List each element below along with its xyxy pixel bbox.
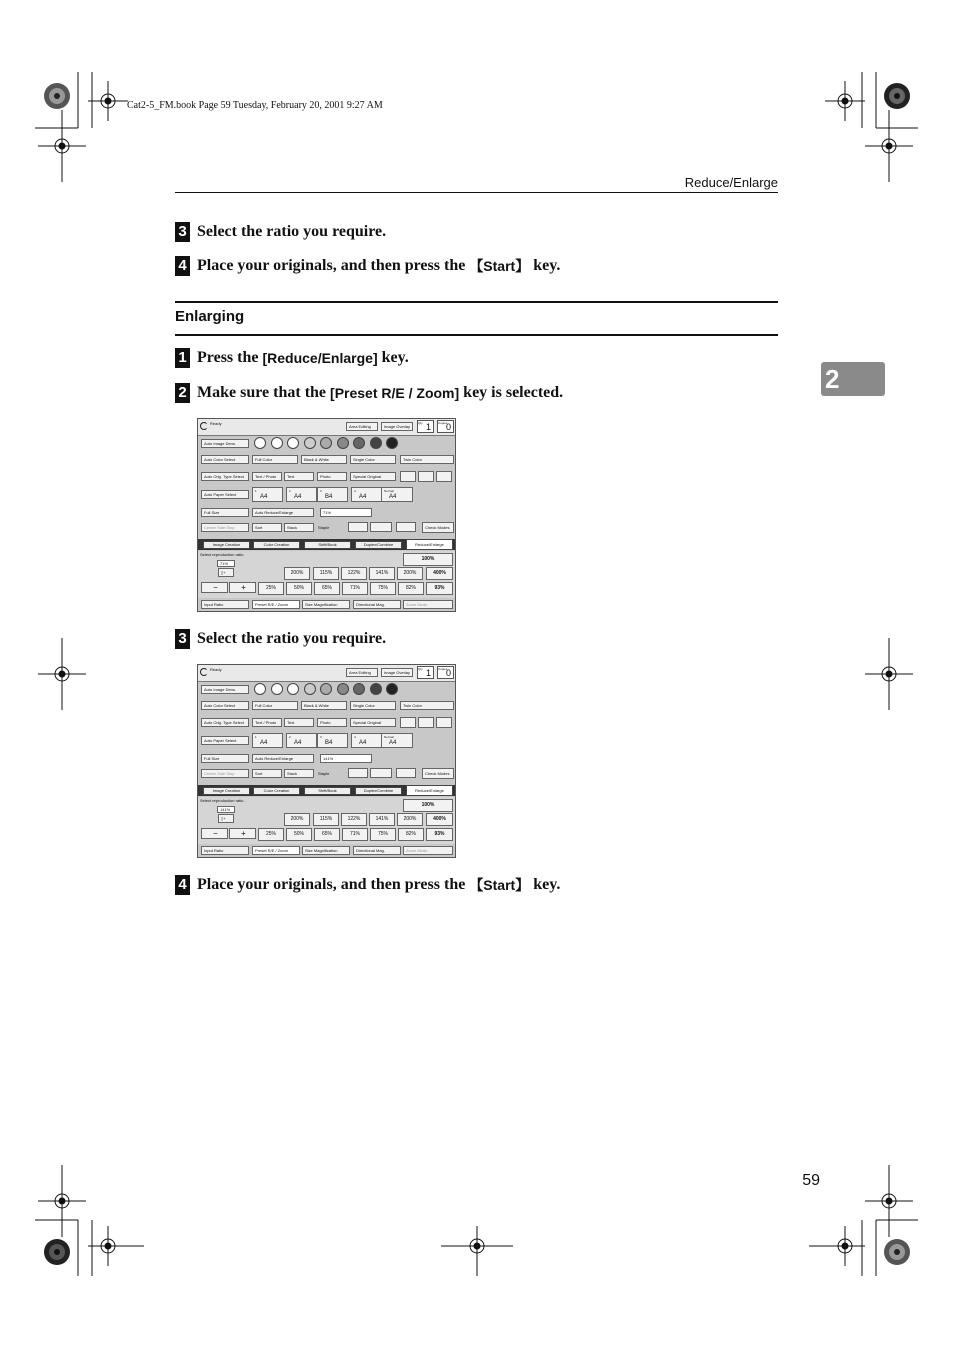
auto-paper-select-button[interactable]: Auto Paper Select [201, 490, 249, 499]
sort-button[interactable]: Sort [252, 769, 282, 778]
tray-size: A4 [260, 494, 268, 500]
file-info-line: Cat2-5_FM.book Page 59 Tuesday, February 20, 2001 9:27 AM [127, 100, 383, 111]
tray-size: A4 [359, 740, 367, 746]
ratio-enlarge-3[interactable]: 200% [397, 813, 423, 826]
color-mode-3[interactable]: Single Color [350, 455, 396, 464]
step-number: 4 [175, 875, 190, 895]
zoom-mode-tab-3[interactable]: Directional Mag. [353, 600, 401, 609]
start-key-label: 【Start】 [469, 877, 530, 893]
ratio-enlarge-0[interactable]: 115% [313, 813, 339, 826]
copies-value: 0 [445, 422, 451, 432]
original-type-0[interactable]: Auto Orig. Type Select [201, 472, 249, 481]
auto-image-density-button[interactable]: Auto Image Dens. [201, 685, 249, 694]
tray-number: Normal [384, 735, 394, 739]
original-type-3[interactable]: Photo [317, 718, 347, 727]
screen-status-bar [198, 665, 455, 682]
ratio-25-button[interactable]: 25% [258, 828, 284, 841]
ratio-reduce-2[interactable]: 71% [342, 582, 368, 595]
step-number: 4 [175, 256, 190, 276]
ratio-enlarge-1[interactable]: 122% [341, 813, 367, 826]
function-tab-4[interactable]: Reduce/Enlarge [406, 539, 453, 550]
screen-status-bar [198, 419, 455, 436]
step-text-pre: Place your originals, and then press the [197, 876, 470, 893]
function-tab-2[interactable]: Shift/Book [304, 787, 351, 795]
plus-button[interactable]: + [229, 582, 256, 593]
ready-status: Ready [210, 421, 222, 426]
density-level-4[interactable] [304, 683, 316, 695]
copies-value: 0 [445, 668, 451, 678]
ratio-reduce-4[interactable]: 82% [398, 828, 424, 841]
ratio-reduce-0[interactable]: 50% [286, 828, 312, 841]
color-mode-4[interactable]: Twin Color [400, 701, 454, 710]
tray-size: A4 [389, 494, 397, 500]
orientation-icon-0[interactable] [400, 717, 416, 728]
paper-tray-1[interactable] [252, 733, 283, 748]
ratio-enlarge-1[interactable]: 122% [341, 567, 367, 580]
ratio-reduce-3[interactable]: 75% [370, 828, 396, 841]
density-level-5[interactable] [320, 683, 332, 695]
header-rule [175, 192, 778, 193]
minus-button[interactable]: − [201, 828, 228, 839]
ready-icon [200, 422, 208, 430]
tray-size: A4 [294, 494, 302, 500]
tray-size: B4 [325, 494, 333, 500]
select-ratio-prompt: Select reproduction ratio. [200, 798, 245, 803]
zoom-mode-tab-2[interactable]: Size Magnification [302, 600, 350, 609]
check-modes-button[interactable]: Check Modes [422, 522, 454, 533]
ratio-reduce-3[interactable]: 75% [370, 582, 396, 595]
ratio-enlarge-2[interactable]: 141% [369, 567, 395, 580]
qty-counter [417, 666, 434, 679]
density-level-2[interactable] [271, 437, 283, 449]
density-level-4[interactable] [304, 437, 316, 449]
step-select-ratio-2 [175, 629, 386, 649]
ratio-enlarge-3[interactable]: 200% [397, 567, 423, 580]
step-text-post: key. [377, 349, 409, 366]
paper-tray-3[interactable] [317, 487, 348, 502]
qty-label: Qty [418, 421, 423, 425]
qty-value: 1 [425, 668, 431, 678]
page-number: 59 [802, 1172, 820, 1189]
auto-paper-select-button[interactable]: Auto Paper Select [201, 736, 249, 745]
step-number: 3 [175, 629, 190, 649]
original-type-2[interactable]: Text [284, 472, 314, 481]
ratio-reduce-2[interactable]: 71% [342, 828, 368, 841]
section-rule-bottom [175, 334, 778, 336]
ratio-93-button[interactable]: 93% [426, 582, 453, 595]
ratio-reduce-1[interactable]: 65% [314, 582, 340, 595]
tray-size: A4 [389, 740, 397, 746]
staple-label: Staple [318, 771, 330, 776]
stack-button[interactable]: Stack [284, 523, 314, 532]
ratio-reduce-4[interactable]: 82% [398, 582, 424, 595]
area-editing-button[interactable]: Area Editing [346, 668, 378, 677]
density-level-9[interactable] [386, 683, 398, 695]
copier-screen-1 [197, 418, 456, 612]
step-text-post: key is selected. [459, 384, 564, 401]
center-side-stop-button[interactable]: Center Side Stop [201, 523, 249, 532]
staple-position-0[interactable] [348, 768, 368, 778]
copies-label: Copies [438, 421, 448, 425]
full-size-button[interactable]: Full Size [201, 508, 249, 517]
density-level-3[interactable] [287, 437, 299, 449]
preset-zoom-key-label: [Preset R/E / Zoom] [330, 385, 460, 401]
orientation-icon-1[interactable] [418, 717, 434, 728]
tray-number: Normal [384, 489, 394, 493]
density-level-5[interactable] [320, 437, 332, 449]
tray-number: 2 [289, 489, 291, 493]
ratio-display: 71% [320, 508, 372, 517]
staple-position-1[interactable] [370, 522, 392, 532]
step-text: Select the ratio you require. [197, 223, 387, 240]
ratio-enlarge-0[interactable]: 115% [313, 567, 339, 580]
density-level-1[interactable] [254, 683, 266, 695]
auto-reduce-enlarge-button[interactable]: Auto Reduce/Enlarge [252, 754, 314, 763]
original-type-4[interactable]: Special Original [350, 472, 396, 481]
step-select-ratio-1 [175, 222, 386, 242]
ratio-entry-toggle[interactable]: ▯+ [218, 814, 234, 823]
zoom-mode-tab-0[interactable]: Input Ratio [201, 600, 249, 609]
sort-button[interactable]: Sort [252, 523, 282, 532]
ready-icon [200, 668, 208, 676]
image-overlay-button[interactable]: Image Overlay [381, 422, 413, 431]
color-mode-0[interactable]: Auto Color Select [201, 701, 249, 710]
tray-size: A4 [260, 740, 268, 746]
ratio-entry-toggle[interactable]: ▯+ [218, 568, 234, 577]
original-type-1[interactable]: Text / Photo [252, 718, 282, 727]
color-mode-3[interactable]: Single Color [350, 701, 396, 710]
zoom-mode-tab-1[interactable]: Preset R/E / Zoom [252, 600, 300, 609]
color-mode-1[interactable]: Full Color [252, 455, 298, 464]
step-number: 3 [175, 222, 190, 242]
orientation-icon-2[interactable] [436, 717, 452, 728]
density-level-7[interactable] [353, 437, 365, 449]
check-modes-button[interactable]: Check Modes [422, 768, 454, 779]
select-ratio-prompt: Select reproduction ratio. [200, 552, 245, 557]
step-text: Select the ratio you require. [197, 630, 387, 647]
ready-status: Ready [210, 667, 222, 672]
tray-size: A4 [359, 494, 367, 500]
density-level-6[interactable] [337, 437, 349, 449]
color-mode-2[interactable]: Black & White [301, 701, 347, 710]
color-mode-1[interactable]: Full Color [252, 701, 298, 710]
ratio-200-button[interactable]: 200% [284, 813, 310, 826]
step-text-pre: Make sure that the [197, 384, 331, 401]
density-level-8[interactable] [370, 683, 382, 695]
function-tab-2[interactable]: Shift/Book [304, 541, 351, 549]
original-type-1[interactable]: Text / Photo [252, 472, 282, 481]
zoom-mode-tab-4[interactable]: Zoom Mode [403, 846, 453, 855]
step-press-reduce-enlarge [175, 348, 409, 368]
zoom-mode-tab-2[interactable]: Size Magnification [302, 846, 350, 855]
ratio-reduce-0[interactable]: 50% [286, 582, 312, 595]
start-key-label: 【Start】 [469, 258, 530, 274]
paper-tray-4[interactable] [351, 487, 382, 502]
qty-counter [417, 420, 434, 433]
ratio-25-button[interactable]: 25% [258, 582, 284, 595]
stack-button[interactable]: Stack [284, 769, 314, 778]
paper-tray-3[interactable] [317, 733, 348, 748]
ratio-93-button[interactable]: 93% [426, 828, 453, 841]
paper-tray-2[interactable] [286, 733, 317, 748]
ratio-400-button[interactable]: 400% [426, 567, 453, 580]
image-overlay-button[interactable]: Image Overlay [381, 668, 413, 677]
color-mode-4[interactable]: Twin Color [400, 455, 454, 464]
ratio-enlarge-2[interactable]: 141% [369, 813, 395, 826]
step-text-post: key. [529, 876, 561, 893]
original-type-2[interactable]: Text [284, 718, 314, 727]
function-tab-1[interactable]: Color Creation [253, 541, 300, 549]
function-tab-0[interactable]: Image Creation [203, 787, 250, 795]
original-type-3[interactable]: Photo [317, 472, 347, 481]
step-text-post: key. [529, 257, 561, 274]
orientation-icon-0[interactable] [400, 471, 416, 482]
area-editing-button[interactable]: Area Editing [346, 422, 378, 431]
zoom-mode-tab-4[interactable]: Zoom Mode [403, 600, 453, 609]
tray-number: 1 [255, 489, 257, 493]
density-level-8[interactable] [370, 437, 382, 449]
entered-ratio: 71% [217, 560, 235, 567]
copies-counter [437, 420, 454, 433]
staple-label: Staple [318, 525, 330, 530]
step-text-pre: Press the [197, 349, 263, 366]
section-title: Enlarging [175, 308, 245, 325]
auto-reduce-enlarge-button[interactable]: Auto Reduce/Enlarge [252, 508, 314, 517]
chapter-tab: 2 [821, 362, 885, 396]
ratio-display: 141% [320, 754, 372, 763]
original-type-0[interactable]: Auto Orig. Type Select [201, 718, 249, 727]
ratio-100-button[interactable]: 100% [403, 799, 453, 812]
tray-number: 2 [289, 735, 291, 739]
original-type-4[interactable]: Special Original [350, 718, 396, 727]
ratio-200-button[interactable]: 200% [284, 567, 310, 580]
step-place-originals-1 [175, 256, 560, 276]
ratio-400-button[interactable]: 400% [426, 813, 453, 826]
plus-button[interactable]: + [229, 828, 256, 839]
center-side-stop-button[interactable]: Center Side Stop [201, 769, 249, 778]
function-tab-0[interactable]: Image Creation [203, 541, 250, 549]
paper-tray-5[interactable] [381, 733, 413, 748]
tray-size: B4 [325, 740, 333, 746]
step-place-originals-2 [175, 875, 560, 895]
function-tab-3[interactable]: Duplex/Combine [355, 541, 402, 549]
density-level-9[interactable] [386, 437, 398, 449]
copies-counter [437, 666, 454, 679]
full-size-button[interactable]: Full Size [201, 754, 249, 763]
tray-size: A4 [294, 740, 302, 746]
ratio-100-button[interactable]: 100% [403, 553, 453, 566]
paper-tray-5[interactable] [381, 487, 413, 502]
minus-button[interactable]: − [201, 582, 228, 593]
qty-label: Qty [418, 667, 423, 671]
density-level-3[interactable] [287, 683, 299, 695]
tray-number: 4 [354, 489, 356, 493]
function-tab-1[interactable]: Color Creation [253, 787, 300, 795]
step-preset-zoom [175, 383, 563, 403]
running-header: Reduce/Enlarge [684, 175, 778, 190]
density-level-1[interactable] [254, 437, 266, 449]
paper-tray-2[interactable] [286, 487, 317, 502]
function-tab-4[interactable]: Reduce/Enlarge [406, 785, 453, 796]
zoom-mode-tab-3[interactable]: Directional Mag. [353, 846, 401, 855]
color-mode-2[interactable]: Black & White [301, 455, 347, 464]
step-text-pre: Place your originals, and then press the [197, 257, 470, 274]
density-level-7[interactable] [353, 683, 365, 695]
auto-image-density-button[interactable]: Auto Image Dens. [201, 439, 249, 448]
color-mode-0[interactable]: Auto Color Select [201, 455, 249, 464]
zoom-mode-tab-0[interactable]: Input Ratio [201, 846, 249, 855]
density-level-6[interactable] [337, 683, 349, 695]
paper-tray-1[interactable] [252, 487, 283, 502]
tray-number: 4 [354, 735, 356, 739]
staple-position-1[interactable] [370, 768, 392, 778]
tray-number: 3 [320, 489, 322, 493]
tray-number: 1 [255, 735, 257, 739]
entered-ratio: 141% [217, 806, 235, 813]
staple-position-2[interactable] [396, 522, 416, 532]
paper-tray-4[interactable] [351, 733, 382, 748]
tray-number: 3 [320, 735, 322, 739]
zoom-mode-tab-1[interactable]: Preset R/E / Zoom [252, 846, 300, 855]
ratio-reduce-1[interactable]: 65% [314, 828, 340, 841]
reduce-enlarge-key-label: [Reduce/Enlarge] [262, 350, 378, 366]
copies-label: Copies [438, 667, 448, 671]
step-number: 1 [175, 348, 190, 368]
copier-screen-2 [197, 664, 456, 858]
staple-position-0[interactable] [348, 522, 368, 532]
orientation-icon-2[interactable] [436, 471, 452, 482]
section-rule-top [175, 301, 778, 303]
qty-value: 1 [425, 422, 431, 432]
density-level-2[interactable] [271, 683, 283, 695]
step-number: 2 [175, 383, 190, 403]
staple-position-2[interactable] [396, 768, 416, 778]
function-tab-3[interactable]: Duplex/Combine [355, 787, 402, 795]
orientation-icon-1[interactable] [418, 471, 434, 482]
